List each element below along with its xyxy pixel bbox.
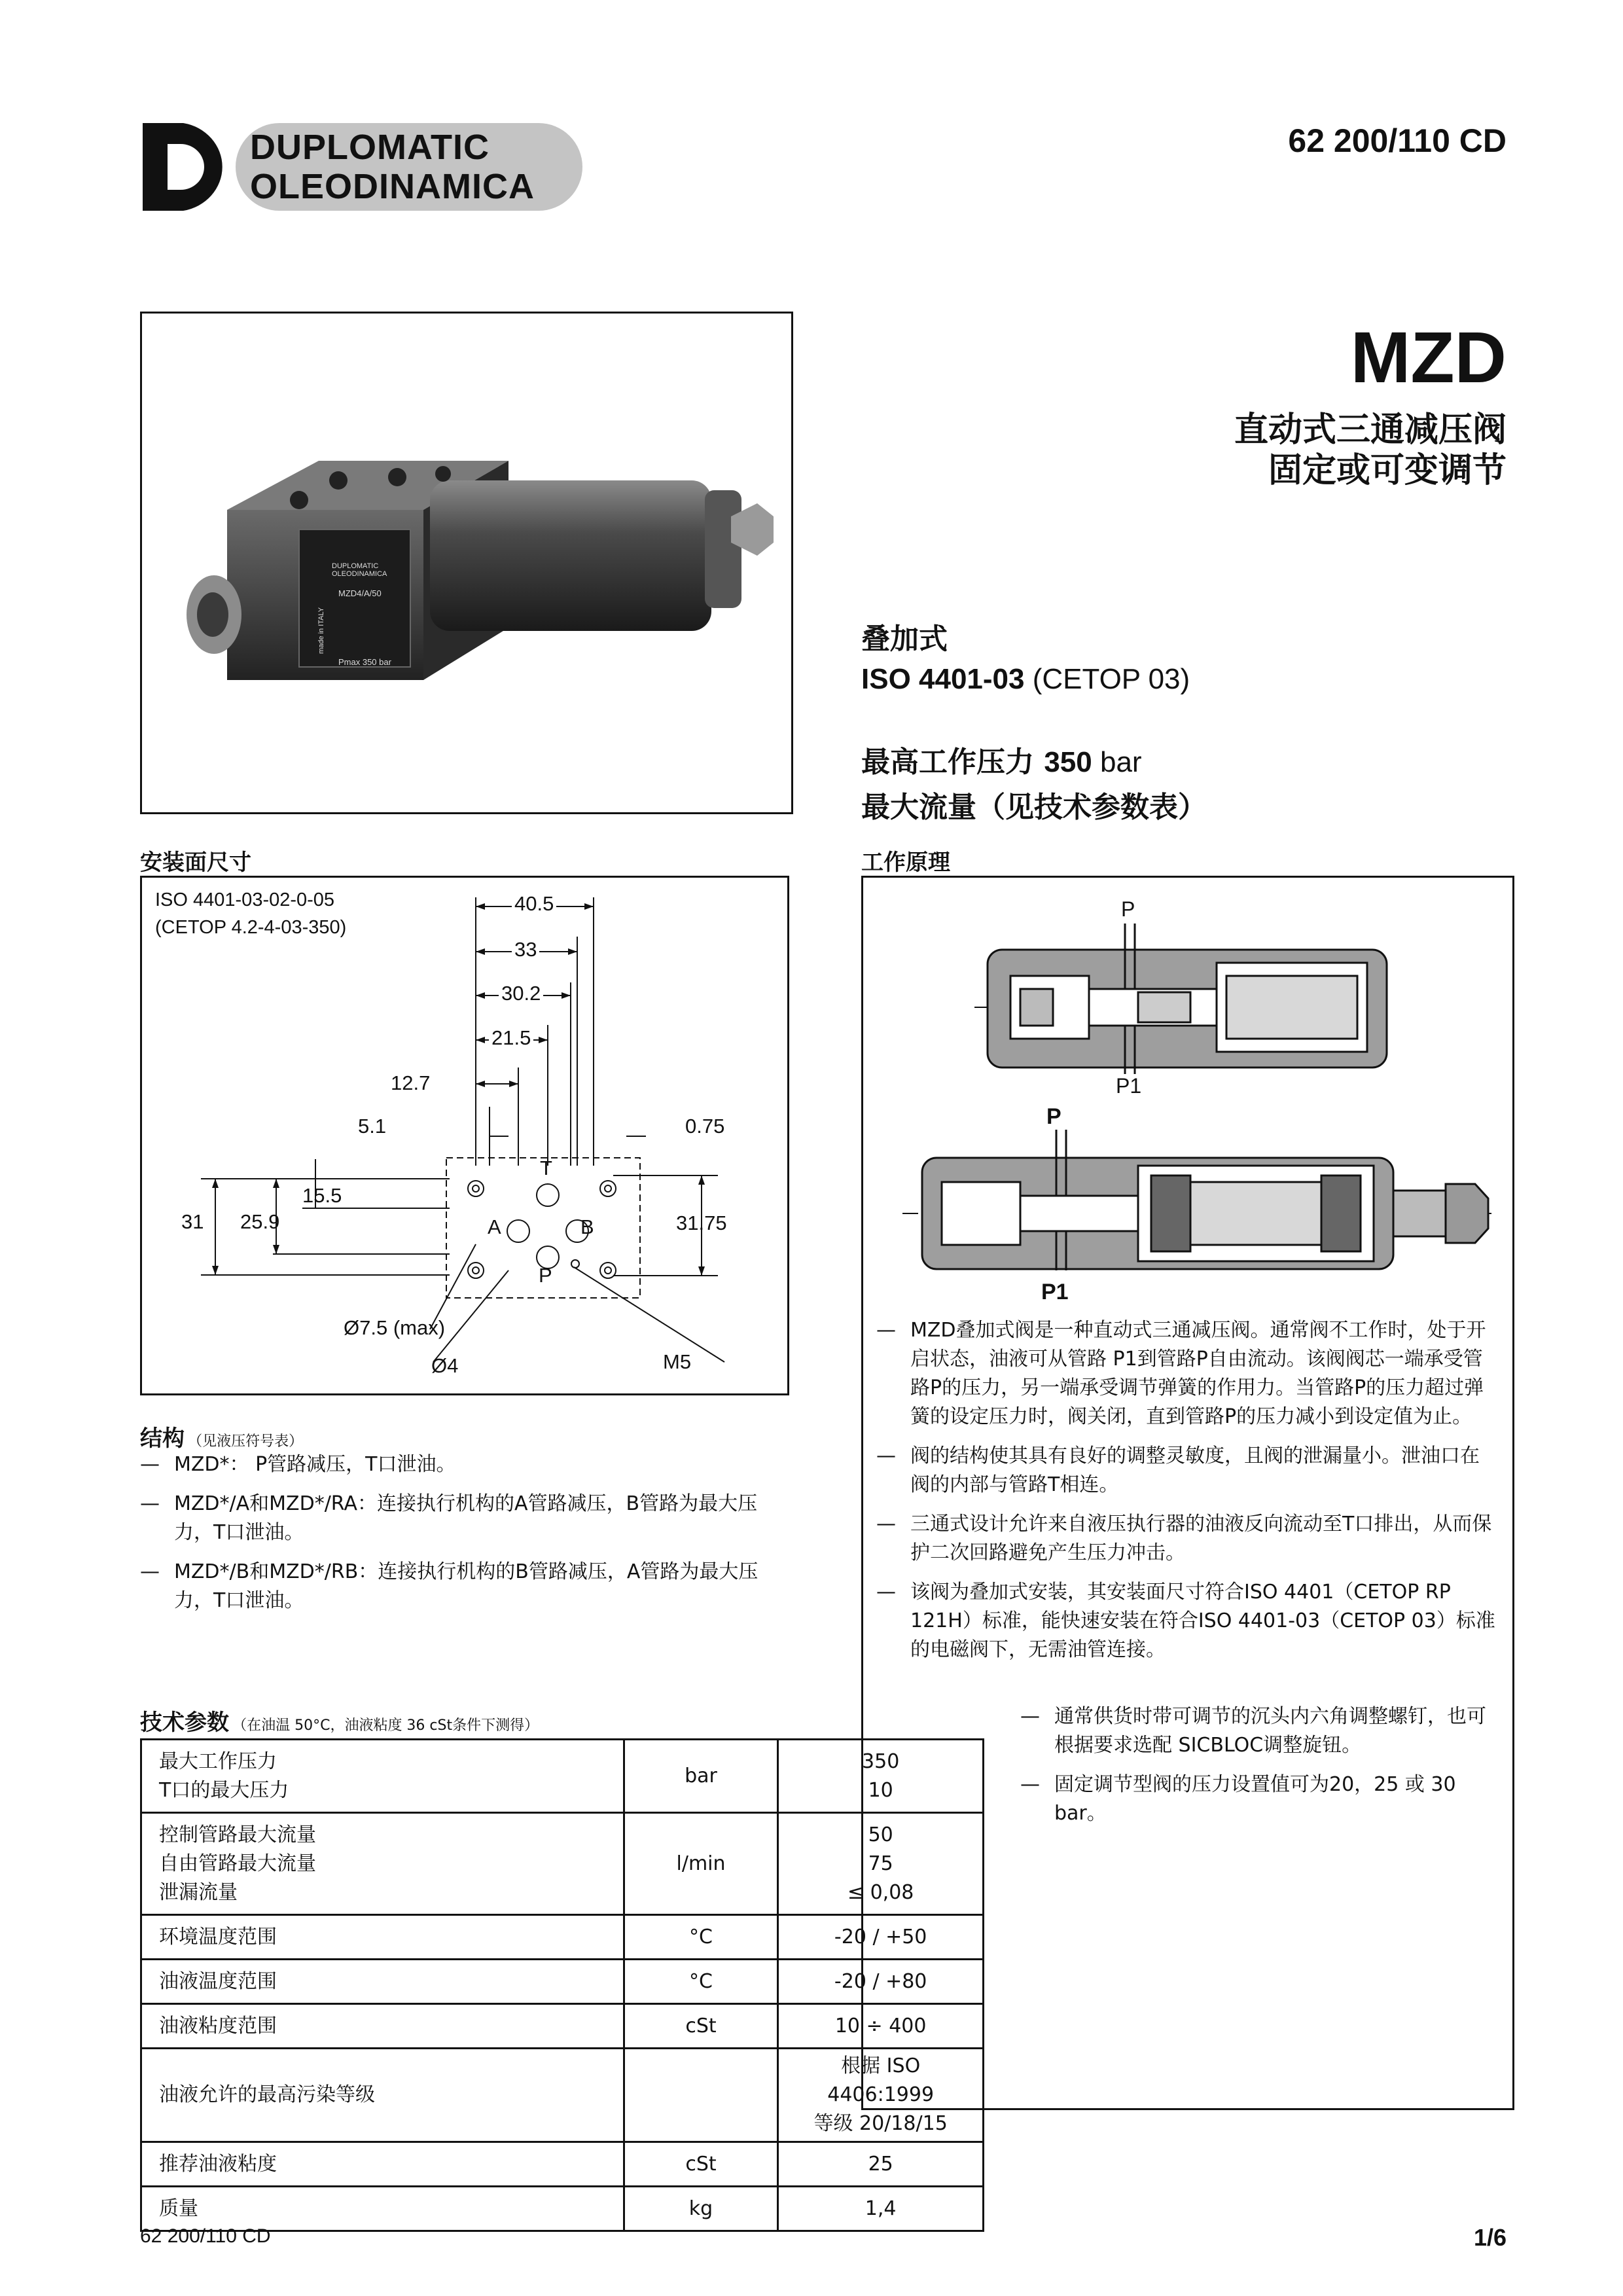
tech-param-cell-line: 质量 (159, 2197, 198, 2220)
tech-heading-line (140, 1704, 539, 1736)
tech-param-cell-line: 推荐油液粘度 (159, 2152, 277, 2176)
tech-value-cell (778, 2049, 984, 2142)
tech-unit-cell: cSt (624, 2142, 778, 2187)
photo-plate-model: MZD4/A/50 (338, 588, 382, 598)
principle-bullet-5: — 通常供货时带可调节的沉头内六角调整螺钉，也可根据要求选配 SICBLOC调整旋钮。 (1020, 1702, 1495, 1760)
principle-bullet-3: — 三通式设计允许来自液压执行器的油液反向流动至T口排出，从而保护二次回路避免产生压力冲击。 (876, 1510, 1495, 1568)
tech-unit-cell: bar (624, 1740, 778, 1813)
mounting-heading: 安装面尺寸 (140, 850, 251, 876)
tech-value-cell (778, 2142, 984, 2187)
dim-15-5: 15.5 (302, 1184, 342, 1207)
tech-param-cell (141, 2049, 624, 2142)
dim-12-7: 12.7 (391, 1071, 431, 1094)
max-pressure-value: 350 (1044, 746, 1092, 778)
port-a-label: A (488, 1215, 501, 1238)
principle-bullets-wide (876, 1316, 1495, 1675)
product-photo-frame (140, 312, 793, 814)
tech-param-cell-line: 油液允许的最高污染等级 (159, 2083, 375, 2106)
tech-value-cell-line: 1,4 (865, 2197, 897, 2220)
tech-value-cell-line: 25 (868, 2152, 893, 2176)
bottom-section-p-label: P (1046, 1104, 1061, 1129)
dim-33: 33 (512, 938, 539, 961)
tech-row (141, 2142, 984, 2187)
subtitle-line-1: 直动式三通减压阀 (1234, 410, 1507, 450)
hole-diameter-label: Ø7.5 (max) (344, 1316, 446, 1339)
dim-40-5: 40.5 (512, 892, 556, 916)
max-pressure-unit: bar (1092, 746, 1142, 778)
tech-param-cell-line: 自由管路最大流量 (159, 1852, 316, 1875)
tech-param-cell-line: 最大工作压力 (159, 1749, 277, 1773)
dim-31-75: 31.75 (676, 1211, 727, 1234)
tech-param-cell-line: 油液粘度范围 (159, 2014, 277, 2037)
tech-param-cell (141, 1740, 624, 1813)
top-section-p1-label: P1 (1116, 1074, 1142, 1098)
tech-param-cell-line: 控制管路最大流量 (159, 1823, 316, 1846)
dim-0-75: 0.75 (685, 1115, 725, 1138)
page-number: 1/6 (1473, 2224, 1507, 2251)
tech-param-cell-line: T口的最大压力 (159, 1778, 289, 1802)
port-p-label: P (539, 1264, 552, 1287)
top-section-p-label: P (1121, 897, 1135, 921)
tech-value-cell (778, 2187, 984, 2231)
tech-row (141, 1740, 984, 1813)
tech-value-cell (778, 1960, 984, 2004)
port-t-label: T (540, 1157, 552, 1179)
mounting-ref-1: ISO 4401-03-02-0-05 (155, 889, 335, 910)
tech-row (141, 2049, 984, 2142)
principle-bullet-6: — 固定调节型阀的压力设置值可为20，25 或 30 bar。 (1020, 1770, 1495, 1828)
tech-value-cell (778, 2004, 984, 2049)
tech-unit-cell: kg (624, 2187, 778, 2231)
principle-bullet-4: — 该阀为叠加式安装，其安装面尺寸符合ISO 4401（CETOP RP 121H）标准，能快速安装在符合ISO 4401-03（CETOP 03）标准的电磁阀下，无需油管连接。 (876, 1578, 1495, 1664)
mounting-ref-2: (CETOP 4.2-4-03-350) (155, 917, 347, 938)
tech-value-cell-line: 10 ÷ 400 (834, 2014, 927, 2037)
tech-unit-cell: °C (624, 1960, 778, 2004)
tech-param-cell (141, 1960, 624, 2004)
max-flow-line: 最大流量（见技术参数表） (861, 791, 1207, 824)
mounting-drawing-frame (140, 876, 789, 1395)
principle-bullet-2: — 阀的结构使其具有良好的调整灵敏度，且阀的泄漏量小。泄油口在阀的内部与管路T相连。 (876, 1442, 1495, 1499)
dim-21-5: 21.5 (489, 1026, 533, 1050)
dim-5-1: 5.1 (358, 1115, 387, 1138)
cetop-code: (CETOP 03) (1024, 663, 1190, 695)
structure-item: — MZD*/B和MZD*/RB：连接执行机构的B管路减压，A管路为最大压力，T口泄油。 (140, 1558, 781, 1615)
structure-item: — MZD*/A和MZD*/RA：连接执行机构的A管路减压，B管路为最大压力，T口泄油。 (140, 1490, 781, 1547)
footer-code: 62 200/110 CD (140, 2225, 271, 2247)
tech-value-cell-line: 350 (862, 1749, 900, 1773)
pin-diameter-label: Ø4 (431, 1354, 459, 1377)
tech-heading: 技术参数 (140, 1710, 229, 1736)
brand-line-2: OLEODINAMICA (250, 167, 535, 206)
structure-heading: 结构 (140, 1426, 185, 1452)
tech-row (141, 1915, 984, 1960)
tech-value-cell-line: -20 / +80 (834, 1969, 927, 1993)
max-pressure-label: 最高工作压力 (861, 745, 1044, 779)
tech-unit-cell (624, 2049, 778, 2142)
principle-bullet-1: — MZD叠加式阀是一种直动式三通减压阀。通常阀不工作时，处于开启状态，油液可从管路 P1到管路P自由流动。该阀阀芯一端承受管路P的压力，另一端承受调节弹簧的作用力。当管路P的压力超过弹簧的设定压力时，阀关闭，直到管路P的压力减小到设定值为止。 (876, 1316, 1495, 1431)
model-title: MZD (1350, 317, 1507, 398)
tech-value-cell (778, 1915, 984, 1960)
structure-item: — MZD*： P管路减压，T口泄油。 (140, 1450, 781, 1479)
subtitle-line-2: 固定或可变调节 (1268, 451, 1507, 490)
thread-label: M5 (663, 1350, 692, 1373)
tech-unit-cell: cSt (624, 2004, 778, 2049)
tech-param-cell-line: 泄漏流量 (159, 1880, 238, 1904)
tech-row (141, 2004, 984, 2049)
principle-bullets-narrow (1020, 1702, 1495, 1839)
tech-value-cell-line: 10 (868, 1778, 893, 1802)
company-logo (137, 118, 582, 216)
tech-row (141, 1813, 984, 1915)
dim-31: 31 (181, 1210, 204, 1233)
tech-param-cell (141, 1915, 624, 1960)
tech-param-cell-line: 油液温度范围 (159, 1969, 277, 1993)
tech-row (141, 1960, 984, 2004)
tech-data-table (140, 1738, 984, 2232)
brand-line-1: DUPLOMATIC (250, 128, 490, 167)
tech-value-cell-line: ≤ 0,08 (847, 1880, 914, 1904)
tech-value-cell-line: -20 / +50 (834, 1925, 927, 1948)
dim-25-9: 25.9 (240, 1210, 280, 1233)
tech-row (141, 2187, 984, 2231)
tech-param-cell (141, 2142, 624, 2187)
tech-value-cell-line: 等级 20/18/15 (813, 2112, 948, 2135)
photo-plate-brand: DUPLOMATIC OLEODINAMICA (332, 562, 387, 578)
tech-unit-cell: l/min (624, 1813, 778, 1915)
structure-heading-line (140, 1420, 303, 1452)
tech-value-cell-line: 根据 ISO 4406:1999 (827, 2054, 935, 2106)
valve-photo-image (142, 314, 791, 812)
tech-param-cell-line: 环境温度范围 (159, 1925, 277, 1948)
tech-param-cell (141, 2187, 624, 2231)
iso-code: ISO 4401-03 (861, 663, 1025, 695)
tech-param-cell (141, 2004, 624, 2049)
tech-param-cell (141, 1813, 624, 1915)
tech-value-cell (778, 1740, 984, 1813)
tech-value-cell (778, 1813, 984, 1915)
tech-value-cell-line: 75 (868, 1852, 893, 1875)
photo-plate-pmax: Pmax 350 bar (338, 657, 391, 667)
valve-section-drawings (863, 878, 1512, 1270)
mount-type-label: 叠加式 (861, 622, 948, 656)
structure-list (140, 1450, 781, 1626)
max-pressure-line (861, 738, 1142, 780)
iso-standard-line (861, 663, 1190, 696)
doc-code: 62 200/110 CD (1288, 122, 1507, 159)
dim-30-2: 30.2 (499, 982, 543, 1005)
photo-plate-made: made in ITALY (317, 607, 325, 654)
principle-heading: 工作原理 (861, 850, 950, 876)
structure-heading-note: （见液压符号表） (188, 1433, 304, 1450)
tech-unit-cell: °C (624, 1915, 778, 1960)
bottom-section-p1-label: P1 (1041, 1280, 1069, 1304)
tech-heading-note: （在油温 50°C，油液粘度 36 cSt条件下测得） (232, 1717, 539, 1734)
port-b-label: B (580, 1215, 594, 1238)
tech-value-cell-line: 50 (868, 1823, 893, 1846)
